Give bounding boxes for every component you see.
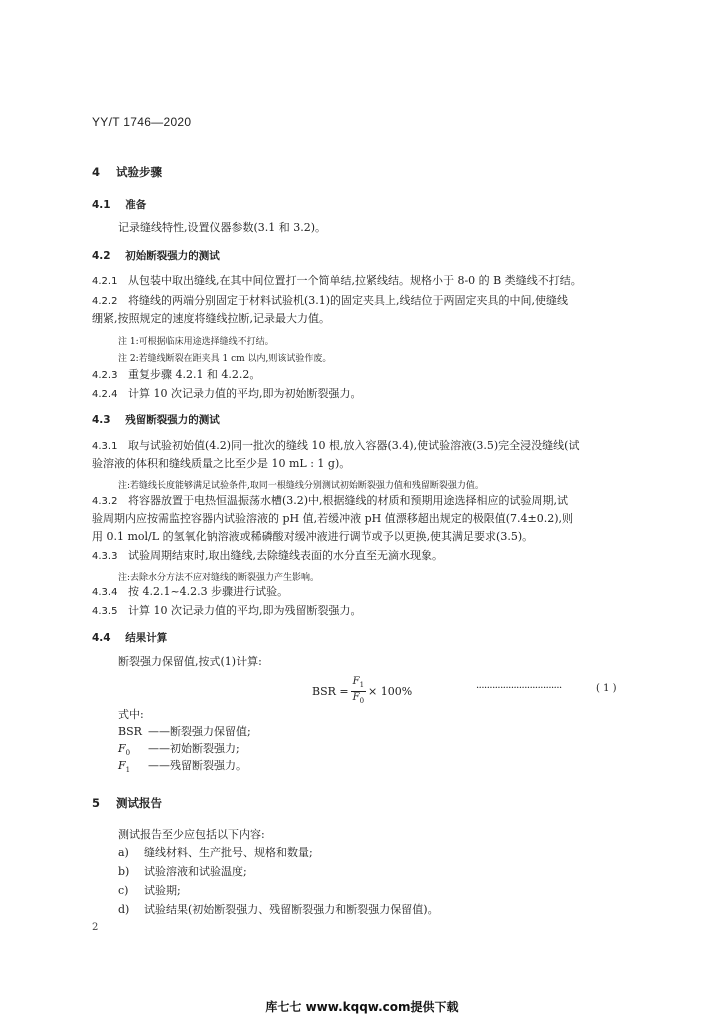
variable-symbol: F [118, 759, 126, 772]
formula-lhs: BSR = [312, 685, 349, 698]
section-number: 4.2 [92, 250, 111, 262]
section-4-1-heading [92, 197, 146, 212]
list-label: d) [118, 903, 130, 916]
formula-leader-dots: ································ [476, 683, 562, 694]
where-label: 式中: [118, 708, 144, 721]
clause-number: 4.2.3 [92, 370, 118, 381]
section-title: 残留断裂强力的测试 [125, 414, 220, 426]
equation-number: ( 1 ) [596, 683, 617, 694]
paragraph: 记录缝线特性,设置仪器参数(3.1 和 3.2)。 [118, 221, 327, 234]
section-title: 结果计算 [125, 632, 168, 644]
formula [312, 676, 412, 707]
download-footer: 库七七 www.kqqw.com提供下载 [265, 1000, 459, 1014]
list-text: 试验溶液和试验温度; [144, 865, 247, 878]
clause-text: 将容器放置于电热恒温振荡水槽(3.2)中,根据缝线的材质和预期用途选择相应的试验周期,试 [127, 494, 569, 507]
variable-definition [118, 758, 247, 778]
clause-number: 4.3.5 [92, 606, 118, 617]
section-number: 4.4 [92, 632, 111, 644]
clause-continuation: 验溶液的体积和缝线质量之比至少是 10 mL : 1 g)。 [92, 457, 351, 470]
standard-number: YY/T 1746—2020 [92, 115, 192, 129]
list-text: 试验结果(初始断裂强力、残留断裂强力和断裂强力保留值)。 [144, 903, 439, 916]
formula-denominator [353, 692, 364, 707]
clause-text: 取与试验初始值(4.2)同一批次的缝线 10 根,放入容器(3.4),使试验溶液(3.5)完全浸没缝线(试 [127, 439, 580, 452]
clause-continuation: 绷紧,按照规定的速度将缝线拉断,记录最大力值。 [92, 312, 330, 325]
clause-4-3-5 [92, 603, 361, 620]
clause-4-3-4 [92, 584, 288, 601]
subscript: 0 [359, 697, 365, 705]
clause-number: 4.3.1 [92, 441, 118, 452]
formula-rhs: × 100% [368, 685, 413, 698]
subscript: 1 [125, 766, 131, 775]
clause-text: 从包装中取出缝线,在其中间位置打一个简单结,拉紧线结。规格小于 8-0 的 B 类缝线不打结。 [127, 274, 582, 287]
variable-definition [118, 724, 251, 740]
note: 注 2:若缝线断裂在距夹具 1 cm 以内,则该试验作废。 [118, 354, 332, 364]
list-text: 试验期; [144, 884, 181, 897]
page-number: 2 [92, 922, 99, 933]
list-text: 缝线材料、生产批号、规格和数量; [144, 846, 313, 859]
list-label: b) [118, 865, 130, 878]
clause-text: 重复步骤 4.2.1 和 4.2.2。 [127, 368, 261, 381]
clause-number: 4.2.4 [92, 389, 118, 400]
subscript: 0 [125, 749, 131, 758]
clause-continuation: 用 0.1 mol/L 的氢氧化钠溶液或稀磷酸对缓冲液进行调节或予以更换,使其满足要求(3.5)。 [92, 530, 534, 543]
clause-continuation: 验周期内应按需监控容器内试验溶液的 pH 值,若缓冲液 pH 值漂移超出规定的极限值(7.4±0.2),则 [92, 512, 574, 525]
clause-number: 4.2.2 [92, 296, 118, 307]
note: 注:去除水分方法不应对缝线的断裂强力产生影响。 [118, 573, 320, 583]
clause-text: 计算 10 次记录力值的平均,即为初始断裂强力。 [127, 387, 362, 400]
clause-number: 4.3.2 [92, 496, 118, 507]
section-4-3-heading [92, 412, 220, 427]
clause-number: 4.3.3 [92, 551, 118, 562]
clause-text: 试验周期结束时,取出缝线,去除缝线表面的水分直至无滴水现象。 [127, 549, 443, 562]
clause-4-3-2 [92, 493, 568, 510]
section-4-4-heading [92, 630, 167, 645]
section-number: 4 [92, 165, 101, 179]
clause-text: 将缝线的两端分别固定于材料试验机(3.1)的固定夹具上,线结位于两固定夹具的中间,使缝线 [127, 294, 569, 307]
list-label: c) [118, 884, 129, 897]
section-4-heading [92, 164, 162, 180]
section-title: 准备 [125, 199, 147, 211]
variable-description: ——断裂强力保留值; [148, 725, 251, 738]
clause-4-2-1 [92, 273, 582, 290]
variable-description: ——残留断裂强力。 [148, 759, 247, 772]
clause-number: 4.3.4 [92, 587, 118, 598]
list-item [118, 845, 313, 861]
clause-4-2-2 [92, 293, 568, 310]
note: 注:若缝线长度能够满足试验条件,取同一根缝线分别测试初始断裂强力值和残留断裂强力值。 [118, 481, 484, 491]
section-number: 5 [92, 796, 101, 810]
list-item [118, 883, 181, 899]
list-label: a) [118, 846, 129, 859]
paragraph: 测试报告至少应包括以下内容: [118, 828, 265, 841]
clause-text: 计算 10 次记录力值的平均,即为残留断裂强力。 [127, 604, 362, 617]
clause-4-3-1 [92, 438, 579, 455]
variable-symbol: BSR [118, 725, 142, 738]
clause-4-2-4 [92, 386, 361, 403]
symbol: F [352, 692, 360, 703]
note: 注 1:可根据临床用途选择缝线不打结。 [118, 337, 274, 347]
formula-fraction [351, 676, 366, 707]
clause-number: 4.2.1 [92, 276, 118, 287]
list-item [118, 902, 439, 918]
section-title: 试验步骤 [116, 165, 163, 179]
variable-symbol: F [118, 742, 126, 755]
clause-4-3-3 [92, 548, 443, 565]
formula-numerator [351, 676, 366, 692]
section-number: 4.3 [92, 414, 111, 426]
paragraph: 断裂强力保留值,按式(1)计算: [118, 655, 262, 668]
section-title: 测试报告 [116, 796, 163, 810]
subscript: 1 [359, 681, 365, 689]
variable-description: ——初始断裂强力; [148, 742, 240, 755]
section-5-heading [92, 795, 162, 811]
section-number: 4.1 [92, 199, 111, 211]
list-item [118, 864, 247, 880]
symbol: F [352, 676, 360, 687]
section-title: 初始断裂强力的测试 [125, 250, 220, 262]
clause-4-2-3 [92, 367, 260, 384]
section-4-2-heading [92, 248, 220, 263]
clause-text: 按 4.2.1~4.2.3 步骤进行试验。 [127, 585, 289, 598]
